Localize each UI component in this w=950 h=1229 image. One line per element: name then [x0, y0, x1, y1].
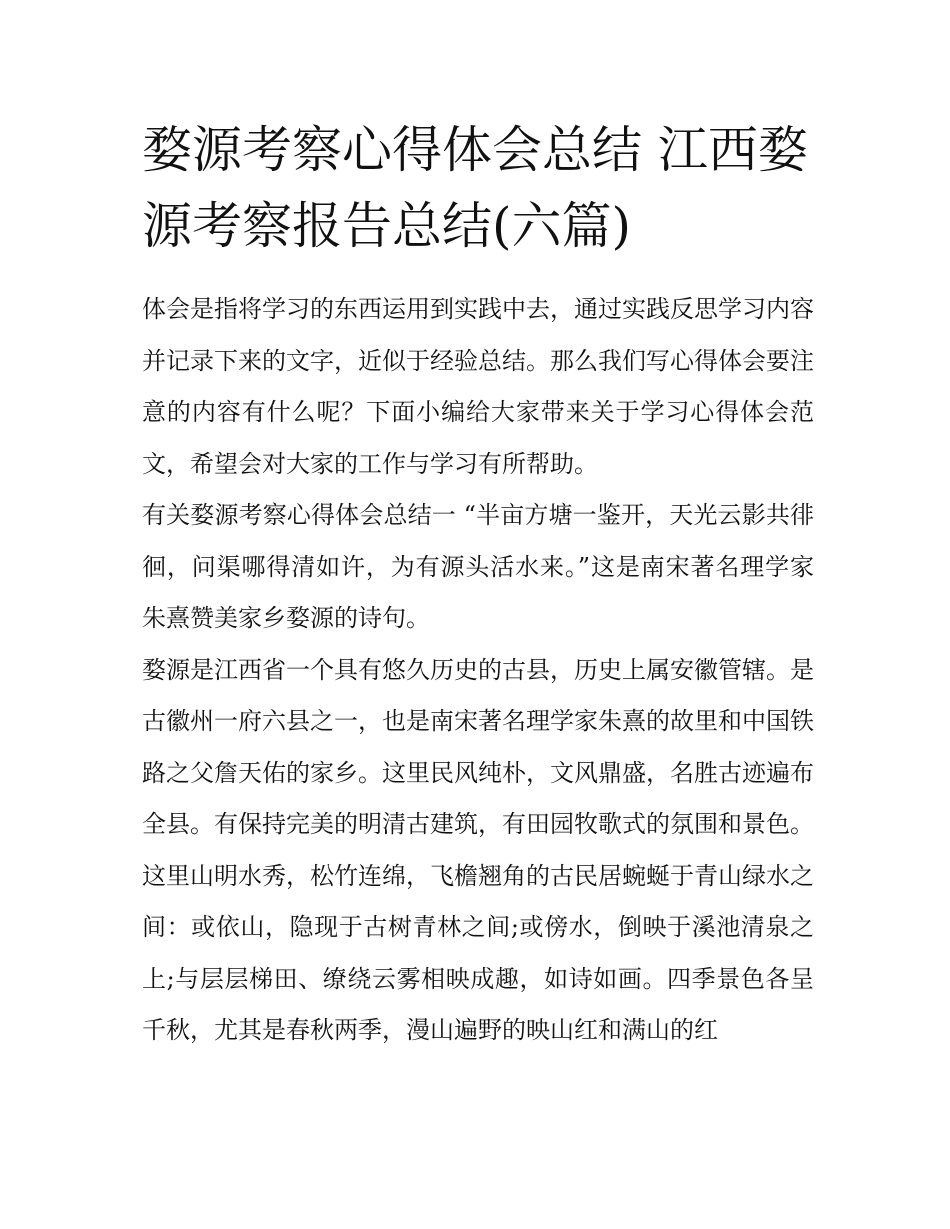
document-title: 婺源考察心得体会总结 江西婺源考察报告总结(六篇) — [142, 121, 808, 255]
paragraph-intro: 体会是指将学习的东西运用到实践中去，通过实践反思学习内容并记录下来的文字，近似于经验总结。那么我们写心得体会要注意的内容有什么呢？下面小编给大家带来关于学习心得体会范文，希望会对大家的工作与学习有所帮助。 — [142, 295, 814, 478]
paragraph-history: 婺源是江西省一个具有悠久历史的古县，历史上属安徽管辖。是古徽州一府六县之一，也是南宋著名理学家朱熹的故里和中国铁路之父詹天佑的家乡。这里民风纯朴，文风鼎盛，名胜古迹遍布全县。有保持完美的明清古建筑，有田园牧歌式的氛围和景色。 — [142, 655, 814, 838]
document-content — [142, 112, 814, 1057]
paragraph-scenery: 这里山明水秀，松竹连绵，飞檐翘角的古民居蜿蜒于青山绿水之间：或依山，隐现于古树青林之间;或傍水，倒映于溪池清泉之上;与层层梯田、缭绕云雾相映成趣，如诗如画。四季景色各呈千秋，尤其是春秋两季，漫山遍野的映山红和满山的红 — [142, 861, 814, 1044]
paragraph-poem: 有关婺源考察心得体会总结一 “半亩方塘一鉴开，天光云影共徘徊，问渠哪得清如许，为有源头活水来。”这是南宋著名理学家朱熹赞美家乡婺源的诗句。 — [142, 501, 814, 632]
